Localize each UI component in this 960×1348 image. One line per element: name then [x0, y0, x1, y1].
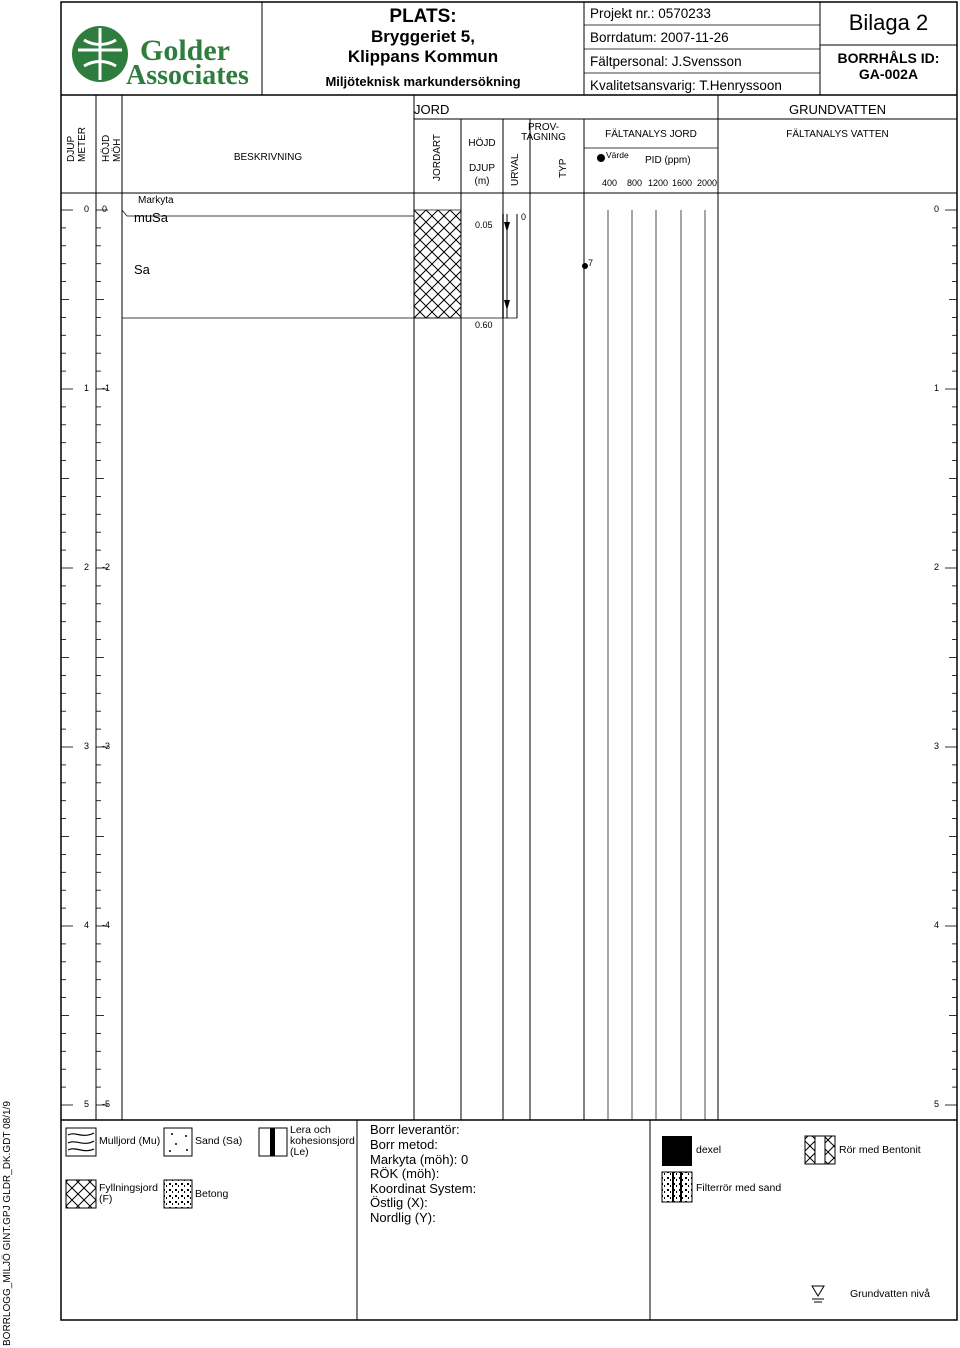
depth-label-right: 4	[934, 920, 940, 930]
depth-label: 1	[84, 383, 90, 393]
sample-number: 0	[521, 212, 527, 222]
logo-line2: Associates	[126, 60, 249, 91]
elevation-label: 0	[102, 204, 108, 214]
col-m: (m)	[474, 176, 490, 187]
legend-sand: Sand (Sa)	[195, 1135, 243, 1147]
file-reference: BORRLOGG_MILJÖ GINT.GPJ GLDR_DK.GDT 08/1/9	[2, 1101, 13, 1346]
logo-line1: Golder	[140, 34, 230, 67]
layer-sa: Sa	[134, 262, 150, 277]
col-faltanalys-jord: FÄLTANALYS JORD	[605, 129, 697, 140]
markyta-moh: Markyta (möh): 0	[370, 1152, 469, 1167]
col-pid: PID (ppm)	[645, 155, 691, 166]
koordinat-system: Koordinat System:	[370, 1181, 477, 1196]
depth-label-right: 1	[934, 383, 940, 393]
col-hojd2: HÖJD	[468, 138, 496, 149]
elevation-label: -2	[102, 562, 111, 572]
markyta-label: Markyta	[138, 195, 174, 206]
depth-label: 5	[84, 1099, 90, 1109]
depth-label-right: 2	[934, 562, 940, 572]
varde-marker	[597, 154, 605, 162]
depth-bottom: 0.60	[475, 320, 493, 330]
col-djup2: DJUP	[468, 163, 496, 174]
pid-value-label: 7	[588, 258, 594, 268]
projekt-nr: Projekt nr.: 0570233	[590, 6, 711, 21]
elevation-label: -1	[102, 383, 111, 393]
depth-label: 2	[84, 562, 90, 572]
col-grundvatten: GRUNDVATTEN	[788, 102, 887, 117]
legend-fyllning2: (F)	[99, 1193, 113, 1205]
pid-tick-label: 1200	[648, 178, 669, 188]
col-jordart: JORDART	[432, 133, 443, 181]
legend-lera2: kohesionsjord	[290, 1135, 355, 1147]
pid-tick-label: 400	[602, 178, 618, 188]
col-typ: TYP	[558, 158, 569, 178]
layer-musa: muSa	[134, 210, 168, 225]
col-faltanalys-vatten: FÄLTANALYS VATTEN	[786, 129, 889, 140]
borrdatum: Borrdatum: 2007-11-26	[590, 30, 729, 45]
golder-logo	[70, 20, 260, 90]
subtitle: Miljöteknisk markundersökning	[325, 74, 521, 89]
elevation-label: -5	[102, 1099, 111, 1109]
globe-icon	[70, 20, 132, 86]
elevation-label: -3	[102, 741, 111, 751]
col-varde: Värde	[606, 150, 629, 160]
col-provtagning2: TAGNING	[521, 132, 566, 143]
col-hojd: HÖJD	[101, 134, 112, 162]
nordlig: Nordlig (Y):	[370, 1210, 436, 1225]
plats-label: PLATS:	[389, 6, 457, 27]
col-provtagning1: PROV-	[527, 122, 560, 133]
legend-grundvatten-niva: Grundvatten nivå	[850, 1288, 930, 1300]
elevation-label: -4	[102, 920, 111, 930]
depth-label: 4	[84, 920, 90, 930]
borr-leverantor: Borr leverantör:	[370, 1122, 460, 1137]
legend-dexel: dexel	[696, 1144, 722, 1156]
legend-lera3: (Le)	[290, 1146, 309, 1158]
depth-label-right: 5	[934, 1099, 940, 1109]
depth-label: 0	[84, 204, 90, 214]
bilaga: Bilaga 2	[848, 10, 929, 35]
legend-betong: Betong	[195, 1188, 229, 1200]
depth-top: 0.05	[475, 220, 493, 230]
pid-tick-label: 2000	[697, 178, 718, 188]
depth-label-right: 0	[934, 204, 940, 214]
borrhals-label: BORRHÅLS ID:	[837, 50, 940, 66]
col-jord: JORD	[414, 102, 450, 117]
ostlig: Östlig (X):	[370, 1195, 428, 1210]
borrhals-id: GA-002A	[858, 66, 919, 82]
legend-lera1: Lera och	[290, 1124, 331, 1136]
depth-label: 3	[84, 741, 90, 751]
kvalitetsansvarig: Kvalitetsansvarig: T.Henryssoon	[590, 78, 782, 93]
pid-tick-label: 800	[627, 178, 643, 188]
plats-line1: Bryggeriet 5,	[371, 27, 475, 46]
depth-label-right: 3	[934, 741, 940, 751]
col-djup: DJUP	[66, 135, 77, 162]
legend-fyllning1: Fyllningsjord	[99, 1182, 158, 1194]
legend-filterror: Filterrör med sand	[696, 1182, 782, 1194]
col-moh: MÖH	[112, 138, 123, 162]
col-beskrivning: BESKRIVNING	[233, 152, 303, 163]
plats-line2: Klippans Kommun	[347, 47, 499, 66]
legend-ror-bentonit: Rör med Bentonit	[839, 1144, 921, 1156]
col-meter: METER	[77, 127, 88, 162]
faltpersonal: Fältpersonal: J.Svensson	[590, 54, 742, 69]
legend-mulljord: Mulljord (Mu)	[99, 1135, 161, 1147]
pid-tick-label: 1600	[672, 178, 693, 188]
col-urval: URVAL	[510, 153, 521, 186]
borr-metod: Borr metod:	[370, 1137, 438, 1152]
rok-moh: RÖK (möh):	[370, 1166, 440, 1181]
